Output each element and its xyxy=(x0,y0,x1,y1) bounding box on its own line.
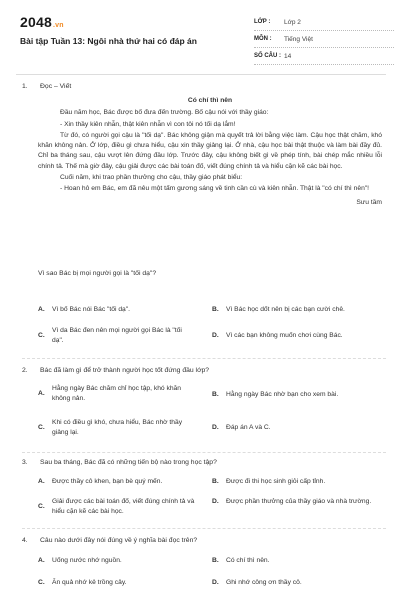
meta-row-subject xyxy=(254,31,394,48)
meta-row-count xyxy=(254,48,394,65)
question-1-heading xyxy=(22,82,382,94)
question-separator xyxy=(22,358,386,359)
passage-title: Có chí thì nên xyxy=(187,97,233,104)
option-text: Vì da Bác đen nên mọi người gọi Bác là "tối dạ". xyxy=(52,327,182,344)
page-header xyxy=(16,12,386,68)
meta-row-grade xyxy=(254,14,394,31)
option-text: Vì Bác học dốt nên bị các bạn cười chê. xyxy=(226,306,345,313)
reading-passage xyxy=(38,96,382,208)
answer-option-b[interactable] xyxy=(212,477,384,487)
option-text: Uống nước nhớ nguồn. xyxy=(52,557,122,564)
answer-option-a[interactable] xyxy=(38,556,203,566)
option-text: Ghi nhớ công ơn thầy cô. xyxy=(226,579,302,586)
question-number: 1. xyxy=(22,83,28,90)
answer-option-d[interactable] xyxy=(212,497,384,507)
passage-source: Sưu tầm xyxy=(356,198,382,206)
passage-paragraph: Cuối năm, khi trao phần thưởng cho cậu, thầy giáo phát biểu: xyxy=(60,174,243,182)
question-number: 4. xyxy=(22,537,28,544)
option-letter: A. xyxy=(38,557,45,564)
question-text: Sau ba tháng, Bác đã có những tiến bộ nào trong học tập? xyxy=(40,459,217,466)
meta-table xyxy=(254,14,394,65)
option-text: Được phần thưởng của thầy giáo và nhà trường. xyxy=(226,498,372,505)
option-letter: D. xyxy=(212,498,219,505)
answer-option-d[interactable] xyxy=(212,578,384,588)
option-letter: B. xyxy=(212,557,219,564)
option-text: Ăn quả nhớ kẻ trồng cây. xyxy=(52,579,127,586)
meta-label: SỐ CÂU : xyxy=(254,53,281,59)
answer-option-a[interactable] xyxy=(38,477,203,487)
option-text: Khi có điều gì khó, chưa hiểu, Bác nhờ thầy giảng lại. xyxy=(52,419,183,436)
page-title: Bài tập Tuần 13: Ngôi nhà thứ hai có đáp án xyxy=(20,36,197,46)
answer-option-c[interactable] xyxy=(38,418,203,438)
option-letter: B. xyxy=(212,306,219,313)
answer-option-c[interactable] xyxy=(38,497,203,517)
option-letter: C. xyxy=(38,424,45,431)
option-text: Đáp án A và C. xyxy=(226,424,271,431)
question-4 xyxy=(22,536,382,548)
question-text: Câu nào dưới đây nói đúng về ý nghĩa bài đọc trên? xyxy=(40,537,198,544)
option-text: Được thầy cô khen, bạn bè quý mến. xyxy=(52,478,163,485)
question-separator xyxy=(22,528,386,529)
passage-paragraph: - Xin thầy kiên nhẫn, thật kiên nhẫn vì con tôi nó tối dạ lắm! xyxy=(60,120,236,128)
passage-paragraph: - Hoan hô em Bác, em đã nêu một tấm gương sáng về tinh cần cù và kiên nhẫn. Thật là "có chí thì nên"! xyxy=(60,185,370,193)
meta-label: LỚP : xyxy=(254,19,271,25)
option-letter: C. xyxy=(38,579,45,586)
question-text: Đọc – Viết xyxy=(40,83,72,90)
passage-paragraph: Từ đó, có người gọi cậu là "tối dạ". Bác không giận mà quyết trả lời bằng việc làm. Cậu học thật chăm, khó khăn không nản. Ở lớp, điều gì chưa hiểu, cậu xin thầy giảng lại. Ở nhà, cậu học bài thật thuộc và làm bài đầy đủ. Chỉ ba tháng sau, cậu vượt lên đứng đầu lớp. Trước đây, cậu không biết gì về phép tính, bài chép mắc nhiều lỗi chính tả. Thế mà giờ đây, cậu giải được các bài toán đố, viết đúng chính tả và hiểu cặn kẽ các bài học. xyxy=(38,131,382,170)
option-letter: A. xyxy=(38,306,45,313)
answer-option-b[interactable] xyxy=(212,390,384,400)
question-separator xyxy=(22,452,386,453)
question-number: 2. xyxy=(22,367,28,374)
answer-option-c[interactable] xyxy=(38,326,198,346)
option-text: Có chí thì nên. xyxy=(226,557,270,564)
meta-value: 14 xyxy=(284,52,292,60)
answer-option-c[interactable] xyxy=(38,578,203,588)
passage-paragraph: Đầu năm học, Bác được bố đưa đến trường. Bố cậu nói với thầy giáo: xyxy=(60,109,269,117)
question-text: Bác đã làm gì để trở thành người học tốt đứng đầu lớp? xyxy=(40,367,210,374)
logo-tld: .vn xyxy=(52,22,64,29)
option-letter: D. xyxy=(212,579,219,586)
option-text: Hằng ngày Bác chăm chỉ học tập, khó khăn không nản. xyxy=(52,385,181,402)
question-3 xyxy=(22,458,382,470)
answer-option-a[interactable] xyxy=(38,305,203,315)
answer-option-b[interactable] xyxy=(212,305,384,315)
option-text: Vì các bạn không muốn chơi cùng Bác. xyxy=(226,332,343,339)
option-letter: A. xyxy=(38,390,45,397)
question-2 xyxy=(22,366,382,378)
question-1-prompt: Vì sao Bác bị mọi người gọi là "tối dạ"? xyxy=(38,270,157,277)
option-letter: C. xyxy=(38,332,45,339)
header-divider xyxy=(16,74,386,75)
option-letter: A. xyxy=(38,478,45,485)
option-text: Giải được các bài toán đố, viết đúng chính tả và hiểu cặn kẽ các bài học. xyxy=(52,498,195,515)
answer-option-d[interactable] xyxy=(212,423,384,433)
option-letter: D. xyxy=(212,332,219,339)
option-text: Hằng ngày Bác nhờ bạn cho xem bài. xyxy=(226,391,339,398)
answer-option-d[interactable] xyxy=(212,331,384,341)
option-letter: D. xyxy=(212,424,219,431)
option-text: Vì bố Bác nói Bác "tối dạ". xyxy=(52,306,130,313)
logo-text: 2048 xyxy=(20,14,52,30)
site-logo[interactable] xyxy=(20,14,64,30)
option-text: Được đi thi học sinh giỏi cấp tỉnh. xyxy=(226,478,326,485)
meta-label: MÔN : xyxy=(254,36,272,42)
answer-option-b[interactable] xyxy=(212,556,384,566)
meta-value: Lớp 2 xyxy=(284,18,301,26)
option-letter: B. xyxy=(212,478,219,485)
answer-option-a[interactable] xyxy=(38,384,203,404)
meta-value: Tiếng Việt xyxy=(284,35,313,43)
option-letter: B. xyxy=(212,391,219,398)
question-number: 3. xyxy=(22,459,28,466)
option-letter: C. xyxy=(38,503,45,510)
